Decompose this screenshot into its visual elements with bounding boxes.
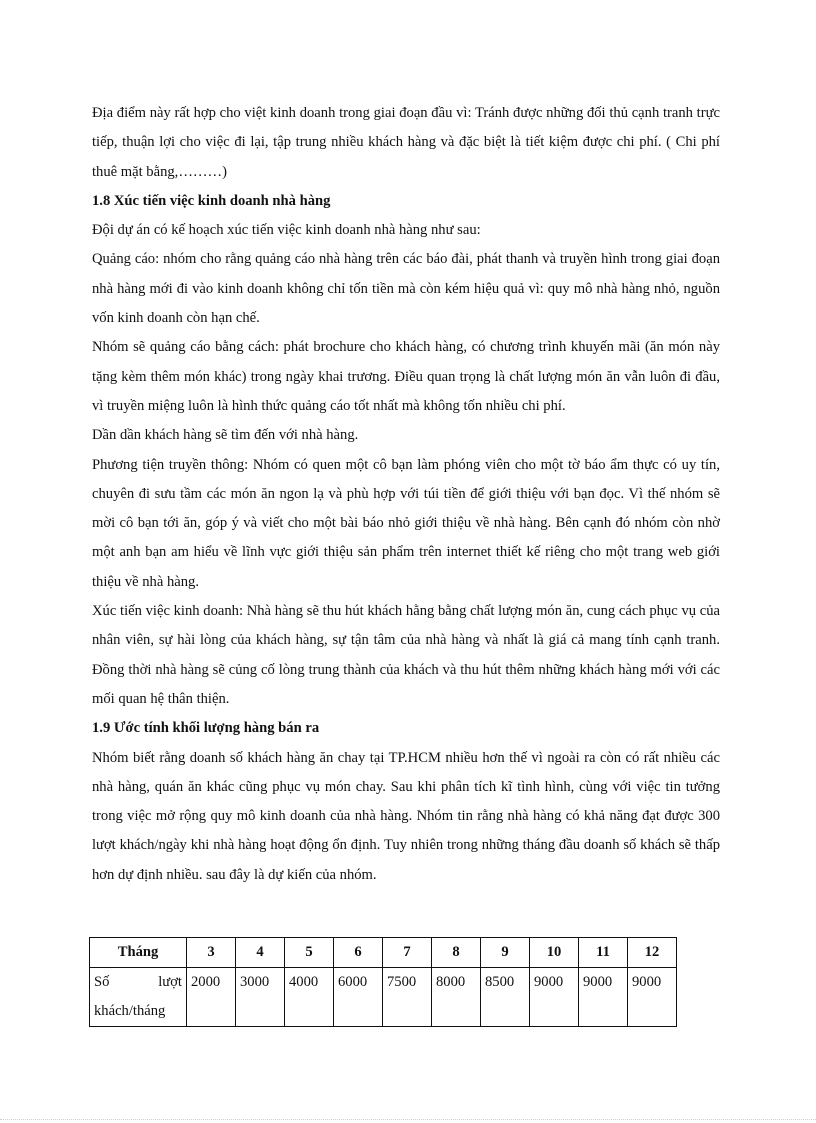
table-row (90, 968, 677, 1027)
table-cell: 6000 (334, 968, 383, 1027)
paragraph-location: Địa điểm này rất hợp cho việt kinh doanh trong giai đoạn đầu vì: Tránh được những đối thủ cạnh tranh trực tiếp, thuận lợi cho việc đi lại, tập trung nhiều khách hàng và đặc biệt là tiết kiệm được chi phí. ( Chi phí thuê mặt bằng,………) (92, 105, 720, 180)
table-header-month: 10 (530, 938, 579, 968)
table-row-label: Số lượt khách/tháng (90, 968, 187, 1027)
paragraph-customers: Dần dần khách hàng sẽ tìm đến với nhà hàng. (92, 427, 359, 444)
table-header-label: Tháng (90, 938, 187, 968)
table-header-month: 5 (285, 938, 334, 968)
table-header-month: 8 (432, 938, 481, 968)
table-header-month: 11 (579, 938, 628, 968)
table-cell: 9000 (530, 968, 579, 1027)
paragraph-1-8-intro: Đội dự án có kế hoạch xúc tiến việc kinh doanh nhà hàng như sau: (92, 222, 481, 239)
table-header-month: 7 (383, 938, 432, 968)
table-cell: 3000 (236, 968, 285, 1027)
table-cell: 8500 (481, 968, 530, 1027)
paragraph-sales-estimate: Nhóm biết rằng doanh số khách hàng ăn chay tại TP.HCM nhiều hơn thế vì ngoài ra còn có rất nhiều các nhà hàng, quán ăn khác cũng phục vụ món chay. Sau khi phân tích kĩ tình hình, cùng với việc tin tưởng trong việc mở rộng quy mô kinh doanh của nhà hàng. Nhóm tin rằng nhà hàng có khả năng đạt được 300 lượt khách/ngày khi nhà hàng hoạt động ổn định. Tuy nhiên trong những tháng đầu doanh số khách sẽ thấp hơn dự định nhiều. sau đây là dự kiến của nhóm. (92, 749, 720, 883)
paragraph-media: Phương tiện truyền thông: Nhóm có quen một cô bạn làm phóng viên cho một tờ báo ẩm thực có uy tín, chuyên đi sưu tầm các món ăn ngon lạ và phù hợp với túi tiền để giới thiệu với bạn đọc. Vì thế nhóm sẽ mời cô bạn tới ăn, góp ý và viết cho một bài báo nhỏ giới thiệu về nhà hàng. Bên cạnh đó nhóm còn nhờ một anh bạn am hiểu về lĩnh vực giới thiệu sản phẩm trên internet thiết kế riêng cho một trang web giới thiệu về nhà hàng. (92, 456, 720, 590)
heading-1-8: 1.8 Xúc tiến việc kinh doanh nhà hàng (92, 192, 331, 209)
table-header-month: 9 (481, 938, 530, 968)
table-header-month: 6 (334, 938, 383, 968)
table-header-month: 3 (187, 938, 236, 968)
table-cell: 9000 (579, 968, 628, 1027)
table-cell: 9000 (628, 968, 677, 1027)
page-bottom-divider (0, 1119, 816, 1120)
table-cell: 7500 (383, 968, 432, 1027)
paragraph-advertising-method: Nhóm sẽ quảng cáo bằng cách: phát brochure cho khách hàng, có chương trình khuyến mãi (ăn món này tặng kèm thêm món khác) trong ngày khai trương. Điều quan trọng là chất lượng món ăn vẫn luôn đi đầu, vì truyền miệng luôn là hình thức quảng cáo tốt nhất mà không tốn nhiều chi phí. (92, 339, 720, 414)
table-cell: 4000 (285, 968, 334, 1027)
heading-1-9: 1.9 Ước tính khối lượng hàng bán ra (92, 720, 320, 737)
paragraph-promotion: Xúc tiến việc kinh doanh: Nhà hàng sẽ thu hút khách hằng bằng chất lượng món ăn, cung cách phục vụ của nhân viên, sự hài lòng của khách hàng, sự tận tâm của nhà hàng và nhất là giá cả mang tính cạnh tranh. Đồng thời nhà hàng sẽ củng cố lòng trung thành của khách và thu hút thêm những khách hàng mới với các mối quan hệ thân thiện. (92, 603, 720, 707)
table-cell: 2000 (187, 968, 236, 1027)
paragraph-advertising: Quảng cáo: nhóm cho rằng quảng cáo nhà hàng trên các báo đài, phát thanh và truyền hình trong giai đoạn nhà hàng mới đi vào kinh doanh không chỉ tốn tiền mà còn kém hiệu quả vì: quy mô nhà hàng nhỏ, nguồn vốn kinh doanh còn hạn chế. (92, 251, 720, 327)
table-header-month: 12 (628, 938, 677, 968)
table-header-month: 4 (236, 938, 285, 968)
table-header-row (90, 938, 677, 968)
table-cell: 8000 (432, 968, 481, 1027)
document-body (92, 99, 720, 890)
sales-forecast-table (89, 937, 677, 1027)
